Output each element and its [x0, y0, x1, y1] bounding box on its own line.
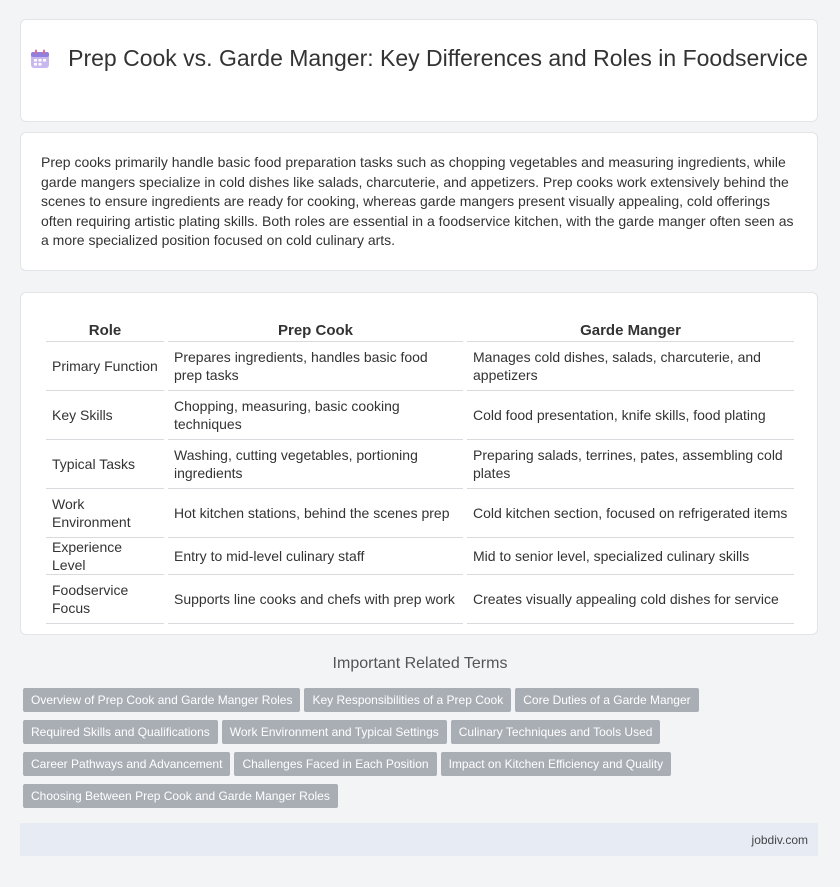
row-label: Work Environment — [46, 489, 164, 538]
table-row — [46, 440, 794, 489]
row-label: Typical Tasks — [46, 440, 164, 489]
prep-cook-cell: Chopping, measuring, basic cooking techniques — [168, 391, 463, 440]
footer — [20, 823, 818, 856]
prep-cook-cell: Washing, cutting vegetables, portioning ingredients — [168, 440, 463, 489]
intro-card — [20, 132, 818, 271]
garde-manger-cell: Preparing salads, terrines, pates, assembling cold plates — [467, 440, 794, 489]
comparison-card — [20, 292, 818, 635]
page-title-text: Prep Cook vs. Garde Manger: Key Differences and Roles in Foodservice — [68, 45, 808, 71]
related-term-tag[interactable]: Core Duties of a Garde Manger — [515, 688, 698, 712]
row-label: Primary Function — [46, 342, 164, 391]
prep-cook-cell: Supports line cooks and chefs with prep work — [168, 575, 463, 624]
header-garde-manger: Garde Manger — [467, 311, 794, 342]
garde-manger-cell: Cold kitchen section, focused on refrigerated items — [467, 489, 794, 538]
row-label: Key Skills — [46, 391, 164, 440]
related-term-tag[interactable]: Culinary Techniques and Tools Used — [451, 720, 661, 744]
related-term-tag[interactable]: Key Responsibilities of a Prep Cook — [304, 688, 511, 712]
garde-manger-cell: Manages cold dishes, salads, charcuterie, and appetizers — [467, 342, 794, 391]
calendar-icon — [30, 49, 50, 69]
related-term-tag[interactable]: Challenges Faced in Each Position — [234, 752, 436, 776]
prep-cook-cell: Hot kitchen stations, behind the scenes prep — [168, 489, 463, 538]
header-prep-cook: Prep Cook — [168, 311, 463, 342]
prep-cook-cell: Prepares ingredients, handles basic food prep tasks — [168, 342, 463, 391]
related-term-tag[interactable]: Work Environment and Typical Settings — [222, 720, 447, 744]
row-label: Foodservice Focus — [46, 575, 164, 624]
related-term-tag[interactable]: Overview of Prep Cook and Garde Manger Roles — [23, 688, 300, 712]
page-title — [21, 44, 817, 73]
row-label: Experience Level — [46, 538, 164, 575]
title-card — [20, 19, 818, 122]
garde-manger-cell: Creates visually appealing cold dishes for service — [467, 575, 794, 624]
related-term-tag[interactable]: Choosing Between Prep Cook and Garde Manger Roles — [23, 784, 338, 808]
table-header-row — [46, 311, 794, 342]
table-row — [46, 538, 794, 575]
related-term-tag[interactable]: Career Pathways and Advancement — [23, 752, 230, 776]
header-role: Role — [46, 311, 164, 342]
intro-paragraph: Prep cooks primarily handle basic food preparation tasks such as chopping vegetables and measuring ingredients, while garde mangers specialize in cold dishes like salads, charcuterie, and appetizers. Prep cooks work extensively behind the scenes to ensure ingredients are ready for cooking, whereas garde mangers present visually appealing, cold offerings often requiring artistic plating skills. Both roles are essential in a foodservice kitchen, with the garde manger often seen as a more specialized position focused on cold culinary arts. — [41, 154, 794, 248]
related-term-tag[interactable]: Impact on Kitchen Efficiency and Quality — [441, 752, 672, 776]
table-row — [46, 342, 794, 391]
table-row — [46, 489, 794, 538]
table-row — [46, 575, 794, 624]
related-terms-list — [23, 688, 723, 816]
footer-site-link[interactable]: jobdiv.com — [751, 833, 808, 847]
related-term-tag[interactable]: Required Skills and Qualifications — [23, 720, 218, 744]
related-terms-title: Important Related Terms — [332, 655, 508, 672]
garde-manger-cell: Mid to senior level, specialized culinary skills — [467, 538, 794, 575]
comparison-table — [42, 311, 798, 624]
garde-manger-cell: Cold food presentation, knife skills, food plating — [467, 391, 794, 440]
table-row — [46, 391, 794, 440]
prep-cook-cell: Entry to mid-level culinary staff — [168, 538, 463, 575]
